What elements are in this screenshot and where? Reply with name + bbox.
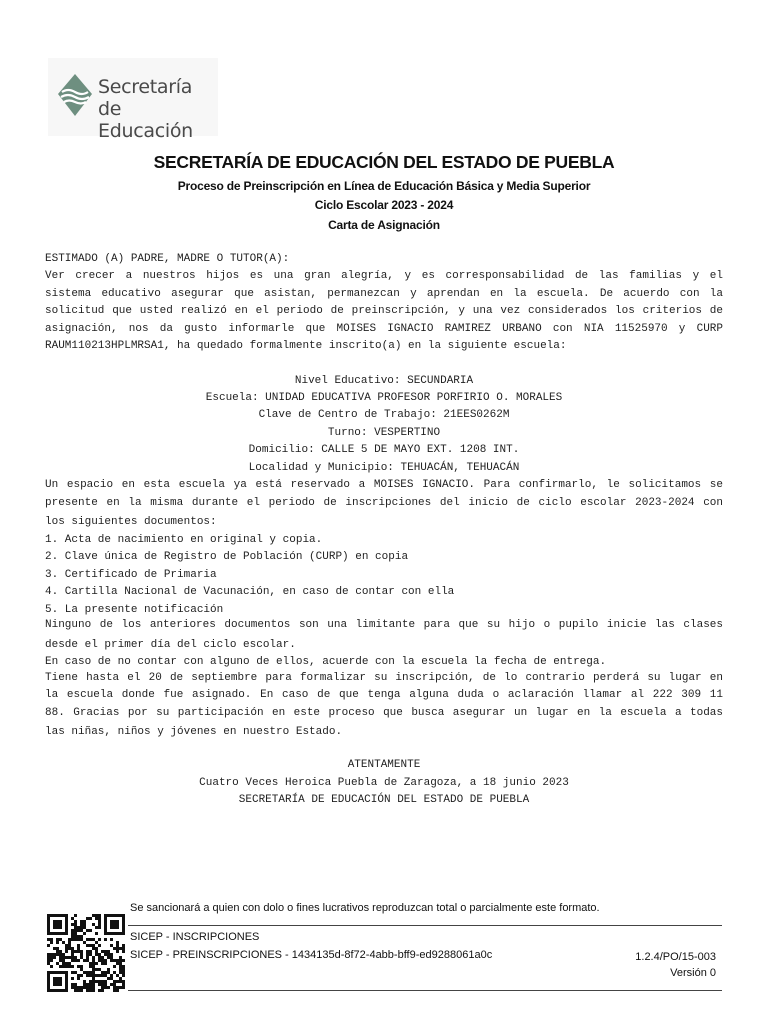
- intro-line: RAUM110213HPLMRSA1, ha quedado formalmente inscrito(a) en la siguiente escuela:: [45, 340, 567, 352]
- format-code: 1.2.4/PO/15-003: [635, 951, 716, 963]
- deadline-line: 88. Gracias por su participación en este proceso que busca asegurar un lugar en la escuela a todas: [45, 707, 723, 719]
- school-name: Escuela: UNIDAD EDUCATIVA PROFESOR PORFIRIO O. MORALES: [205, 392, 563, 404]
- logo: [48, 58, 218, 142]
- document-item: 1. Acta de nacimiento en original y copia.: [45, 534, 323, 546]
- system-inscripciones: SICEP - INSCRIPCIONES: [130, 931, 260, 943]
- school-cycle: Ciclo Escolar 2023 - 2024: [314, 198, 454, 212]
- deadline-line: Tiene hasta el 20 de septiembre para formalizar su inscripción, de lo contrario perderá su lugar en: [45, 672, 723, 684]
- school-locality: Localidad y Municipio: TEHUACÁN, TEHUACÁN: [248, 462, 520, 474]
- document-item: 2. Clave única de Registro de Población (CURP) en copia: [45, 551, 409, 563]
- secretaria-emblem-icon: [56, 72, 94, 120]
- place-date: Cuatro Veces Heroica Puebla de Zaragoza, a 18 junio 2023: [199, 777, 569, 789]
- document-item: 3. Certificado de Primaria: [45, 569, 217, 581]
- intro-line: asignación, nos da gusto informarle que MOISES IGNACIO RAMIREZ URBANO con NIA 11525970 y CURP: [45, 323, 723, 335]
- deadline-line: la escuela donde fue asignado. En caso de que tenga alguna duda o aclaración llamar al 222 309 11: [45, 689, 723, 701]
- footer-divider: [128, 925, 722, 926]
- deadline-line: las niñas, niños y jóvenes en nuestro Estado.: [45, 726, 343, 738]
- legal-notice: Se sancionará a quien con dolo o fines lucrativos reproduzcan total o parcialmente este formato.: [130, 902, 600, 914]
- school-level: Nivel Educativo: SECUNDARIA: [294, 375, 474, 387]
- school-key: Clave de Centro de Trabajo: 21EES0262M: [258, 409, 510, 421]
- intro-line: sistema educativo asegurar que asistan, permanezcan y aprendan en la escuela. De acuerdo con la: [45, 288, 723, 300]
- limit-line: desde el primer día del ciclo escolar.: [45, 639, 296, 651]
- document-item: 5. La presente notificación: [45, 604, 224, 616]
- reserve-line: Un espacio en esta escuela ya está reservado a MOISES IGNACIO. Para confirmarlo, le solicitamos se: [45, 479, 723, 491]
- document-type: Carta de Asignación: [328, 218, 440, 232]
- document-subtitle: Proceso de Preinscripción en Línea de Educación Básica y Media Superior: [177, 179, 591, 193]
- logo-line-1: Secretaría: [98, 76, 193, 98]
- format-version: Versión 0: [670, 967, 716, 979]
- greeting: ESTIMADO (A) PADRE, MADRE O TUTOR(A):: [45, 253, 290, 265]
- logo-line-2: de Educación: [98, 98, 193, 142]
- school-shift: Turno: VESPERTINO: [327, 427, 441, 439]
- reserve-line: los siguientes documentos:: [45, 516, 217, 528]
- intro-line: solicitud que usted realizó en el periodo de preinscripción, y una vez considerados los criterios de: [45, 305, 723, 317]
- signature: SECRETARÍA DE EDUCACIÓN DEL ESTADO DE PUEBLA: [238, 794, 530, 806]
- qr-code-icon: [47, 914, 125, 992]
- closing: ATENTAMENTE: [347, 759, 421, 771]
- document-item: 4. Cartilla Nacional de Vacunación, en caso de contar con ella: [45, 586, 455, 598]
- system-preinscripciones: SICEP - PREINSCRIPCIONES - 1434135d-8f72-4abb-bff9-ed9288061a0c: [130, 949, 493, 961]
- limit-line: Ninguno de los anteriores documentos son una limitante para que su hijo o pupilo inicie las clases: [45, 619, 723, 631]
- school-address: Domicilio: CALLE 5 DE MAYO EXT. 1208 INT.: [248, 444, 520, 456]
- footer-divider: [128, 990, 722, 991]
- missing-docs-line: En caso de no contar con alguno de ellos, acuerde con la escuela la fecha de entrega.: [45, 656, 607, 668]
- document-title: SECRETARÍA DE EDUCACIÓN DEL ESTADO DE PUEBLA: [153, 152, 615, 172]
- reserve-line: presente en la misma durante el periodo de inscripciones del inicio de ciclo escolar 2023-2024 con: [45, 497, 723, 509]
- intro-line: Ver crecer a nuestros hijos es una gran alegría, y es corresponsabilidad de las familias y el: [45, 270, 723, 282]
